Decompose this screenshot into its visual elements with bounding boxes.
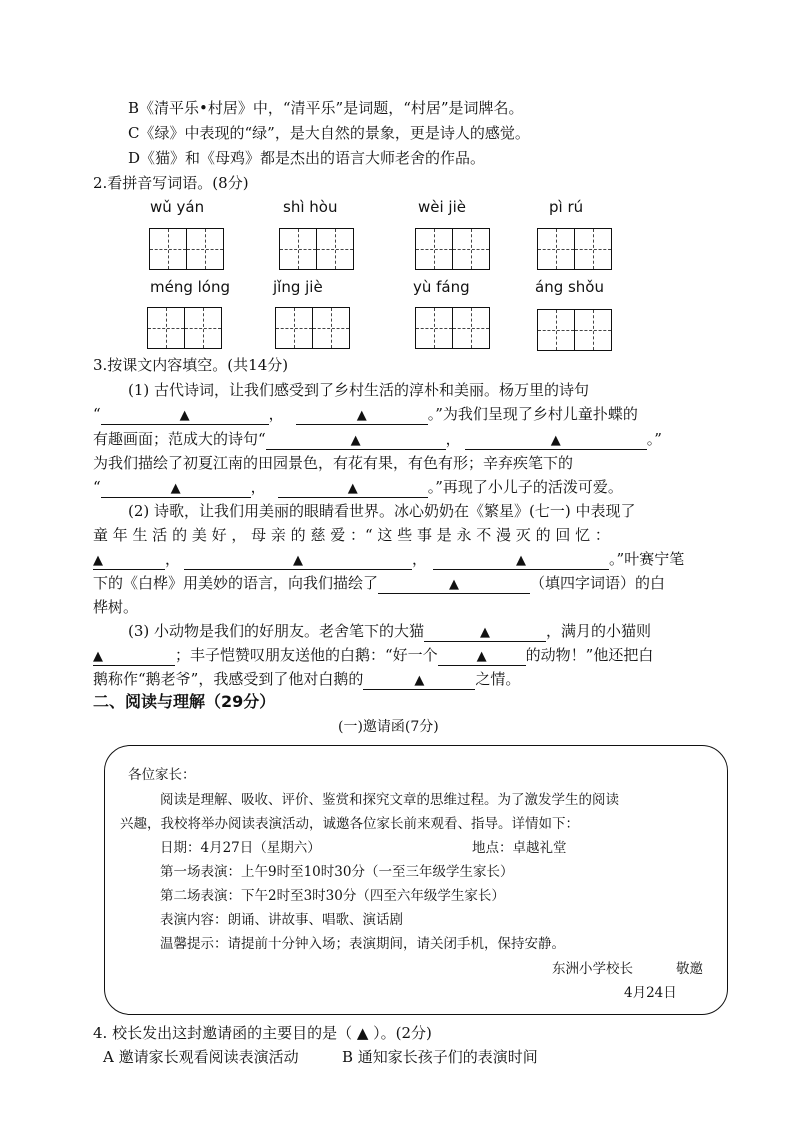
invite-respect: 敬邀 — [676, 961, 703, 977]
q3-p3-line1: (3) 小动物是我们的好朋友。老舍笔下的大猫 ▲ ，满月的小猫则 — [128, 622, 652, 640]
pinyin-7: yù fáng — [413, 278, 470, 296]
option-d: D《猫》和《母鸡》都是杰出的语言大师老舍的作品。 — [128, 149, 486, 167]
q3-p1-line1: (1) 古代诗词，让我们感受到了乡村生活的淳朴和美丽。杨万里的诗句 — [128, 381, 590, 399]
q4-option-a[interactable]: A 邀请家长观看阅读表演活动 — [103, 1048, 299, 1066]
invite-session-1: 第一场表演：上午9时至10时30分（一至三年级学生家长） — [160, 864, 514, 880]
invite-sign-date: 4月24日 — [624, 985, 677, 1001]
blank-13[interactable]: ▲ — [438, 647, 526, 666]
writing-grid-4[interactable] — [537, 228, 612, 270]
writing-grid-1[interactable] — [149, 228, 224, 270]
sub-heading: (一)邀请函(7分) — [338, 719, 439, 735]
q2-title: 2.看拼音写词语。(8分) — [93, 174, 249, 192]
invite-salutation: 各位家长： — [128, 767, 196, 783]
option-c: C《绿》中表现的“绿”，是大自然的景象，更是诗人的感觉。 — [128, 124, 530, 142]
writing-grid-8[interactable] — [537, 309, 612, 351]
blank-10[interactable]: ▲ — [378, 575, 530, 594]
blank-11[interactable]: ▲ — [424, 623, 546, 642]
pinyin-4: pì rú — [549, 198, 584, 216]
q3-p1-line5: “ ▲ ， ▲ 。”再现了小儿子的活泼可爱。 — [93, 478, 623, 496]
pinyin-8: áng shǒu — [535, 278, 604, 296]
q3-p2-line2: 童 年 生 活 的 美 好 ， 母 亲 的 慈 爱 ：“ 这 些 事 是 永 不 漫 灭 的 回 忆 ： — [93, 526, 610, 544]
q3-p2-line4: 下的《白桦》用美妙的语言，向我们描绘了 ▲ （填四字词语）的白 — [93, 574, 666, 592]
blank-3[interactable]: ▲ — [266, 431, 446, 450]
section-heading: 二、阅读与理解（29分） — [93, 692, 276, 711]
pinyin-3: wèi jiè — [418, 198, 466, 216]
writing-grid-5[interactable] — [147, 307, 222, 349]
writing-grid-3[interactable] — [415, 228, 490, 270]
q3-p1-line4: 为我们描绘了初夏江南的田园景色，有花有果，有色有形；辛弃疾笔下的 — [93, 454, 574, 472]
q4-option-b[interactable]: B 通知家长孩子们的表演时间 — [342, 1048, 538, 1066]
invite-date: 日期：4月27日（星期六） — [160, 840, 321, 856]
writing-grid-2[interactable] — [279, 228, 354, 270]
invite-place: 地点：卓越礼堂 — [472, 840, 567, 856]
blank-5[interactable]: ▲ — [101, 479, 251, 498]
invite-tips: 温馨提示：请提前十分钟入场；表演期间，请关闭手机，保持安静。 — [160, 936, 565, 952]
option-b: B《清平乐•村居》中，“清平乐”是词题，“村居”是词牌名。 — [128, 99, 524, 117]
blank-8[interactable]: ▲ — [184, 551, 412, 570]
q3-p3-line2: ▲ ；丰子恺赞叹朋友送他的白鹅：“好一个 ▲ 的动物！”他还把白 — [93, 646, 654, 664]
blank-6[interactable]: ▲ — [278, 479, 428, 498]
invite-session-2: 第二场表演：下午2时至3时30分（四至六年级学生家长） — [160, 888, 505, 904]
invite-signature: 东洲小学校长 — [552, 961, 633, 977]
q4-question: 4. 校长发出这封邀请函的主要目的是（ ▲ ）。(2分) — [93, 1024, 432, 1042]
invite-body-1: 阅读是理解、吸收、评价、鉴赏和探究文章的思维过程。为了激发学生的阅读 — [160, 792, 619, 808]
q3-p2-line3: ▲ ， ▲ ， ▲ 。”叶赛宁笔 — [93, 550, 685, 568]
invite-body-2: 兴趣，我校将举办阅读表演活动，诚邀各位家长前来观看、指导。详情如下： — [120, 816, 579, 832]
q3-p3-line3: 鹅称作“鹅老爷”，我感受到了他对白鹅的 ▲ 之情。 — [93, 670, 521, 688]
q3-p1-line3: 有趣画面；范成大的诗句“ ▲ ， ▲ 。” — [93, 430, 662, 448]
writing-grid-6[interactable] — [275, 307, 350, 349]
blank-2[interactable]: ▲ — [296, 406, 428, 425]
blank-14[interactable]: ▲ — [363, 671, 475, 690]
blank-9[interactable]: ▲ — [433, 551, 609, 570]
writing-grid-7[interactable] — [415, 307, 490, 349]
q3-p2-line5: 桦树。 — [93, 598, 139, 616]
blank-7[interactable]: ▲ — [93, 551, 165, 570]
blank-1[interactable]: ▲ — [101, 406, 269, 425]
pinyin-1: wǔ yán — [150, 198, 205, 216]
blank-12[interactable]: ▲ — [93, 647, 175, 666]
pinyin-5: méng lóng — [150, 278, 231, 296]
invite-content: 表演内容：朗诵、讲故事、唱歌、演话剧 — [160, 912, 403, 928]
q3-title: 3.按课文内容填空。(共14分) — [93, 356, 289, 374]
pinyin-2: shì hòu — [283, 198, 338, 216]
q3-p1-line2: “ ▲ ， ▲ 。”为我们呈现了乡村儿童扑蝶的 — [93, 405, 638, 423]
blank-4[interactable]: ▲ — [465, 431, 647, 450]
q3-p2-line1: (2) 诗歌，让我们用美丽的眼睛看世界。冰心奶奶在《繁星》(七一) 中表现了 — [128, 502, 636, 520]
pinyin-6: jǐng jiè — [273, 278, 323, 296]
